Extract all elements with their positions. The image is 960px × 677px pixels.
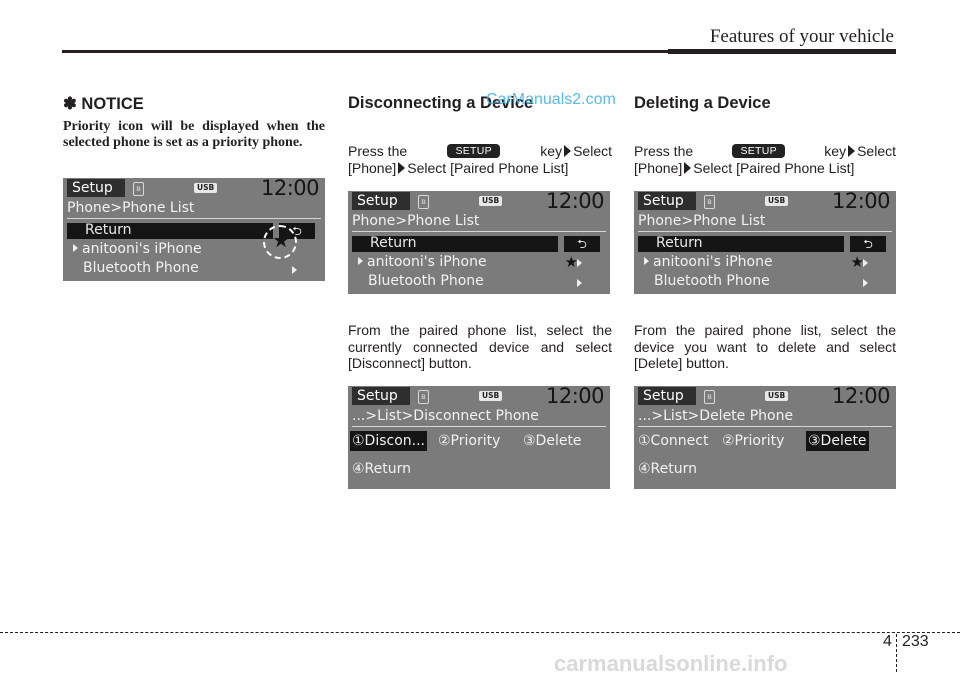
arrow-right-icon xyxy=(644,257,649,265)
screen-divider xyxy=(67,218,321,219)
screen-path: ...>List>Delete Phone xyxy=(638,408,794,424)
usb-icon: USB xyxy=(194,183,217,193)
delete-instructions xyxy=(634,143,896,176)
screen-clock: 12:00 xyxy=(831,386,890,408)
arrow-right-icon xyxy=(358,257,363,265)
screen-return-bar xyxy=(638,236,844,252)
screen-clock: 12:00 xyxy=(545,191,604,213)
screen-divider xyxy=(352,231,606,232)
press-text: Press the xyxy=(634,143,694,159)
return-label: Return xyxy=(656,235,703,251)
header-rule-accent xyxy=(668,49,896,54)
screen-clock: 12:00 xyxy=(545,386,604,408)
arrow-right-icon xyxy=(848,145,855,157)
option-delete: ③Delete xyxy=(808,433,867,449)
screen-divider xyxy=(638,231,892,232)
notice-heading: ✽ NOTICE xyxy=(63,95,144,113)
disconnect-instructions xyxy=(348,143,612,176)
screen-return-bar xyxy=(352,236,558,252)
screen-delete-phone xyxy=(634,386,896,489)
screen-phone-row-1 xyxy=(644,254,773,270)
arrow-right-icon xyxy=(863,259,868,267)
screen-phone-list xyxy=(634,191,896,294)
bluetooth-icon: ʙ xyxy=(704,195,715,209)
return-label: Return xyxy=(85,222,132,238)
screen-phone-list-priority xyxy=(63,178,325,281)
bluetooth-icon: ʙ xyxy=(418,195,429,209)
back-icon: ⮌ xyxy=(279,223,315,239)
bluetooth-icon: ʙ xyxy=(418,390,429,404)
running-header: Features of your vehicle xyxy=(709,26,894,47)
screen-setup-label: Setup xyxy=(638,387,696,405)
option-return: ④Return xyxy=(352,461,412,477)
bluetooth-icon: ʙ xyxy=(133,182,144,196)
paired-list-text: Select [Paired Phone List] xyxy=(407,159,569,176)
page-divider xyxy=(896,634,898,672)
arrow-right-icon xyxy=(292,266,297,274)
footer-rule xyxy=(0,632,960,633)
key-text: key xyxy=(540,143,563,159)
delete-paragraph: From the paired phone list, select the device you want to delete and select [Delete] button. xyxy=(634,322,896,371)
setup-key-icon: SETUP xyxy=(447,144,500,158)
press-text: Press the xyxy=(348,143,408,159)
setup-key-icon: SETUP xyxy=(732,144,785,158)
phone-menu-text: [Phone] xyxy=(634,159,683,176)
usb-icon: USB xyxy=(479,391,502,401)
screen-phone-row-1 xyxy=(358,254,487,270)
option-priority: ②Priority xyxy=(722,433,785,449)
screen-path: Phone>Phone List xyxy=(67,200,195,216)
screen-setup-label: Setup xyxy=(352,192,410,210)
screen-path: Phone>Phone List xyxy=(352,213,480,229)
screen-clock: 12:00 xyxy=(260,178,319,200)
arrow-right-icon xyxy=(577,259,582,267)
option-return: ④Return xyxy=(638,461,698,477)
phone-name-1: anitooni's iPhone xyxy=(82,241,202,257)
option-priority: ②Priority xyxy=(438,433,501,449)
arrow-right-icon xyxy=(863,279,868,287)
usb-icon: USB xyxy=(765,391,788,401)
disconnect-paragraph: From the paired phone list, select the currently connected device and select [Disconnect] button. xyxy=(348,322,612,371)
priority-star-icon: ★ xyxy=(850,253,864,271)
page-number: 233 xyxy=(902,633,929,650)
screen-phone-row-1 xyxy=(73,241,202,257)
site-watermark: carmanualsonline.info xyxy=(554,651,788,676)
return-label: Return xyxy=(370,235,417,251)
back-icon: ⮌ xyxy=(564,236,600,252)
phone-name-1: anitooni's iPhone xyxy=(367,254,487,270)
arrow-right-icon xyxy=(684,162,691,174)
screen-setup-label: Setup xyxy=(352,387,410,405)
arrow-right-icon xyxy=(398,162,405,174)
option-connect: ①Connect xyxy=(638,433,709,449)
screen-clock: 12:00 xyxy=(831,191,890,213)
disconnect-heading: Disconnecting a Device xyxy=(348,94,534,112)
back-icon: ⮌ xyxy=(850,236,886,252)
option-disconnect: ①Discon... xyxy=(352,433,426,449)
option-delete: ③Delete xyxy=(523,433,582,449)
delete-heading: Deleting a Device xyxy=(634,94,771,112)
phone-name-1: anitooni's iPhone xyxy=(653,254,773,270)
paired-list-text: Select [Paired Phone List] xyxy=(693,159,855,176)
screen-path: ...>List>Disconnect Phone xyxy=(352,408,539,424)
screen-disconnect-phone xyxy=(348,386,610,489)
screen-return-bar xyxy=(67,223,273,239)
screen-divider xyxy=(638,426,892,427)
screen-phone-list xyxy=(348,191,610,294)
select-text: Select xyxy=(573,143,612,159)
screen-setup-label: Setup xyxy=(67,179,125,197)
watermark: CarManuals2.com xyxy=(486,91,616,108)
arrow-right-icon xyxy=(73,244,78,252)
arrow-right-icon xyxy=(577,279,582,287)
usb-icon: USB xyxy=(479,196,502,206)
screen-phone-row-2: Bluetooth Phone xyxy=(654,273,770,289)
priority-star-icon: ★ xyxy=(564,253,578,271)
arrow-right-icon xyxy=(564,145,571,157)
notice-body: Priority icon will be displayed when the selected phone is set as a priority phone. xyxy=(63,119,325,150)
chapter-number: 4 xyxy=(883,633,892,650)
screen-phone-row-2: Bluetooth Phone xyxy=(368,273,484,289)
usb-icon: USB xyxy=(765,196,788,206)
screen-setup-label: Setup xyxy=(638,192,696,210)
phone-menu-text: [Phone] xyxy=(348,159,397,176)
key-text: key xyxy=(824,143,847,159)
screen-divider xyxy=(352,426,606,427)
screen-path: Phone>Phone List xyxy=(638,213,766,229)
priority-star-icon: ★ xyxy=(272,228,290,252)
bluetooth-icon: ʙ xyxy=(704,390,715,404)
screen-phone-row-2: Bluetooth Phone xyxy=(83,260,199,276)
select-text: Select xyxy=(857,143,896,159)
